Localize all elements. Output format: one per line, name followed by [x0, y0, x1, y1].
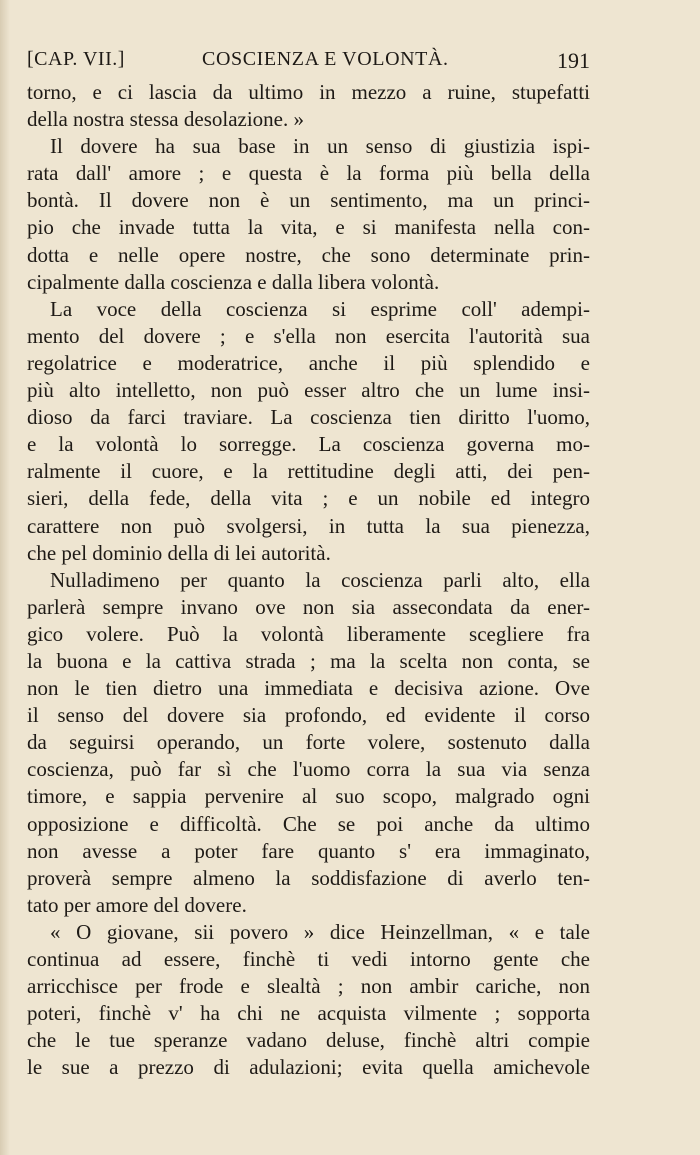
- text-line: le sue a prezzo di adulazioni; evita quella amichevole: [27, 1055, 590, 1080]
- text-line: continua ad essere, finchè ti vedi intorno gente che: [27, 947, 590, 971]
- text-line: opposizione e difficoltà. Che se poi anche da ultimo: [27, 811, 590, 836]
- text-line: Il dovere ha sua base in un senso di giustizia ispi-: [50, 134, 590, 159]
- text-line: non le tien dietro una immediata e decisiva azione. Ove: [27, 676, 590, 701]
- text-line: coscienza, può far sì che l'uomo corra la sua via senza: [27, 757, 590, 782]
- text-line: che pel dominio della di lei autorità.: [27, 540, 331, 565]
- text-line: cipalmente dalla coscienza e dalla libera volontà.: [27, 269, 440, 294]
- text-line: parlerà sempre invano ove non sia assecondata da ener-: [27, 594, 590, 619]
- text-line: e la volontà lo sorregge. La coscienza governa mo-: [27, 432, 590, 457]
- page-number: 191: [557, 48, 590, 73]
- text-line: gico volere. Può la volontà liberamente scegliere fra: [27, 621, 590, 646]
- text-line: La voce della coscienza si esprime coll' adempi-: [50, 296, 590, 321]
- text-line: Nulladimeno per quanto la coscienza parli alto, ella: [50, 567, 590, 592]
- text-line: mento del dovere ; e s'ella non esercita l'autorità sua: [27, 323, 590, 348]
- text-line: pio che invade tutta la vita, e si manifesta nella con-: [27, 215, 590, 240]
- text-line: il senso del dovere sia profondo, ed evidente il corso: [27, 703, 590, 728]
- text-line: non avesse a poter fare quanto s' era immaginato,: [27, 838, 590, 863]
- text-line: dioso da farci traviare. La coscienza tien diritto l'uomo,: [27, 405, 590, 430]
- text-line: « O giovane, sii povero » dice Heinzellman, « e tale: [50, 919, 590, 944]
- text-line: ralmente il cuore, e la rettitudine degli atti, dei pen-: [27, 459, 590, 484]
- text-line: carattere non può svolgersi, in tutta la sua pienezza,: [27, 513, 590, 538]
- text-line: proverà sempre almeno la soddisfazione di averlo ten-: [27, 865, 590, 890]
- text-line: la buona e la cattiva strada ; ma la scelta non conta, se: [27, 648, 590, 673]
- text-line: timore, e sappia pervenire al suo scopo, malgrado ogni: [27, 784, 590, 809]
- text-line: bontà. Il dovere non è un sentimento, ma un princi-: [27, 188, 590, 213]
- chapter-title: COSCIENZA E VOLONTÀ.: [202, 48, 449, 70]
- text-line: dotta e nelle opere nostre, che sono determinate prin-: [27, 242, 590, 267]
- text-line: rata dall' amore ; e questa è la forma più bella della: [27, 161, 590, 186]
- text-line: più alto intelletto, non può esser altro che un lume insi-: [27, 378, 590, 403]
- text-line: tato per amore del dovere.: [27, 892, 247, 917]
- running-header: [27, 48, 590, 76]
- text-line: regolatrice e moderatrice, anche il più splendido e: [27, 350, 590, 375]
- chapter-label: [CAP. VII.]: [27, 48, 125, 70]
- page-body-text: [27, 79, 590, 1081]
- text-line: della nostra stessa desolazione. »: [27, 107, 304, 132]
- text-line: da seguirsi operando, un forte volere, sostenuto dalla: [27, 730, 590, 755]
- text-line: poteri, finchè v' ha chi ne acquista vilmente ; sopporta: [27, 1001, 590, 1026]
- text-line: arricchisce per frode e slealtà ; non ambir cariche, non: [27, 974, 590, 999]
- text-line: che le tue speranze vadano deluse, finchè altri compie: [27, 1028, 590, 1053]
- page-edge-shadow: [0, 0, 10, 1155]
- text-line: torno, e ci lascia da ultimo in mezzo a ruine, stupefatti: [27, 80, 590, 104]
- text-line: sieri, della fede, della vita ; e un nobile ed integro: [27, 486, 590, 511]
